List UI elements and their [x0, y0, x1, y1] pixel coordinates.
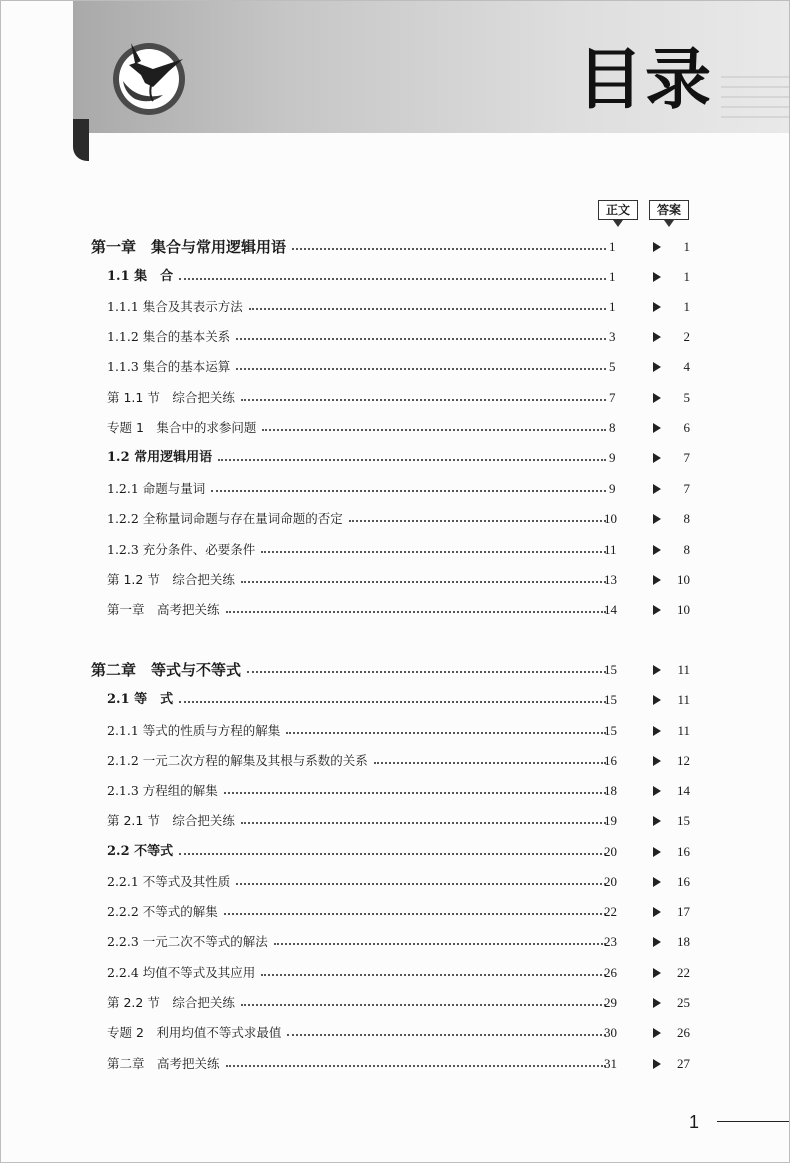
dot-leader — [241, 581, 606, 583]
text-page-number: 15 — [604, 723, 617, 738]
answer-page-number: 11 — [677, 692, 690, 707]
toc-entry-label: 2.1.1 等式的性质与方程的解集 — [107, 723, 281, 738]
answer-page-number: 7 — [683, 481, 690, 496]
text-page-number: 16 — [604, 753, 617, 768]
toc-entry-title — [107, 962, 609, 984]
arrow-right-icon — [653, 816, 661, 826]
arrow-right-icon — [653, 695, 661, 705]
text-page-number: 9 — [609, 450, 616, 465]
arrow-right-icon — [653, 332, 661, 342]
dot-leader — [261, 551, 606, 553]
dot-leader — [287, 1034, 606, 1036]
toc-entry-label: 第 1.2 节 综合把关练 — [107, 572, 235, 587]
dot-leader — [241, 1004, 606, 1006]
text-page-number: 10 — [604, 511, 617, 526]
text-page-number: 9 — [609, 481, 616, 496]
text-page-number: 20 — [604, 874, 617, 889]
answer-page-number: 14 — [677, 783, 690, 798]
answer-page-number: 8 — [683, 511, 690, 526]
arrow-right-icon — [653, 847, 661, 857]
dot-leader — [211, 490, 606, 492]
text-page-number: 8 — [609, 420, 616, 435]
dot-leader — [262, 429, 606, 431]
answer-page-number: 17 — [677, 904, 690, 919]
dot-leader — [226, 611, 606, 613]
answer-page-number: 10 — [677, 602, 690, 617]
text-page-number: 18 — [604, 783, 617, 798]
page-number-rule — [717, 1121, 789, 1122]
toc-entry-title — [107, 810, 609, 832]
answer-page-number: 18 — [677, 934, 690, 949]
toc-entry-title — [107, 447, 609, 469]
answer-page-number: 22 — [677, 965, 690, 980]
toc-entry-title — [107, 841, 609, 863]
dot-leader — [224, 792, 606, 794]
toc-entry-title — [107, 478, 609, 500]
toc-entry-title — [107, 1022, 609, 1044]
arrow-right-icon — [653, 665, 661, 675]
arrow-right-icon — [653, 453, 661, 463]
toc-entry-label: 1.1.3 集合的基本运算 — [107, 359, 231, 374]
toc-entry[interactable] — [1, 659, 790, 681]
column-tag-text: 正文 — [598, 200, 638, 220]
answer-page-number: 11 — [677, 723, 690, 738]
arrow-right-icon — [653, 484, 661, 494]
toc-entry-label: 第二章 等式与不等式 — [91, 661, 242, 679]
arrow-right-icon — [653, 514, 661, 524]
toc-entry[interactable] — [1, 992, 790, 1014]
arrow-right-icon — [653, 1028, 661, 1038]
dot-leader — [286, 732, 606, 734]
text-page-number: 13 — [604, 572, 617, 587]
toc-entry-title — [107, 266, 609, 288]
arrow-right-icon — [653, 968, 661, 978]
toc-entry[interactable] — [1, 508, 790, 530]
dot-leader — [179, 278, 606, 280]
toc-entry-label: 专题 1 集合中的求参问题 — [107, 420, 257, 435]
text-page-number: 5 — [609, 359, 616, 374]
toc-entry[interactable] — [1, 1022, 790, 1044]
toc-entry-label: 1.2.2 全称量词命题与存在量词命题的否定 — [107, 511, 343, 526]
toc-entry[interactable] — [1, 478, 790, 500]
toc-entry-label: 1.2 常用逻辑用语 — [107, 450, 213, 465]
toc-entry-label: 2.2.4 均值不等式及其应用 — [107, 965, 256, 980]
dot-leader — [179, 853, 606, 855]
text-page-number: 31 — [604, 1056, 617, 1071]
toc-entry[interactable] — [1, 750, 790, 772]
arrow-right-icon — [653, 362, 661, 372]
toc-entry-title — [107, 296, 609, 318]
arrow-right-icon — [653, 302, 661, 312]
arrow-right-icon — [653, 726, 661, 736]
arrow-right-icon — [653, 605, 661, 615]
arrow-right-icon — [653, 937, 661, 947]
toc-entry[interactable] — [1, 266, 790, 288]
text-page-number: 15 — [604, 692, 617, 707]
arrow-right-icon — [653, 272, 661, 282]
toc-entry-label: 2.1 等 式 — [107, 692, 174, 707]
toc-entry-title — [91, 236, 609, 258]
toc-entry[interactable] — [1, 599, 790, 621]
toc-entry-title — [91, 659, 609, 681]
answer-page-number: 12 — [677, 753, 690, 768]
toc-entry-label: 2.1.3 方程组的解集 — [107, 783, 218, 798]
text-page-number: 20 — [604, 844, 617, 859]
text-page-number: 15 — [604, 662, 617, 677]
text-page-number: 29 — [604, 995, 617, 1010]
answer-page-number: 5 — [683, 390, 690, 405]
toc-entry-label: 2.2.2 不等式的解集 — [107, 904, 218, 919]
toc-entry[interactable] — [1, 447, 790, 469]
page-number: 1 — [689, 1112, 700, 1132]
answer-page-number: 4 — [683, 359, 690, 374]
text-page-number: 26 — [604, 965, 617, 980]
column-tag-answer: 答案 — [649, 200, 689, 220]
answer-page-number: 1 — [683, 299, 690, 314]
text-page-number: 1 — [609, 239, 616, 254]
answer-page-number: 6 — [683, 420, 690, 435]
dot-leader — [226, 1065, 606, 1067]
text-page-number: 22 — [604, 904, 617, 919]
dot-leader — [236, 883, 606, 885]
toc-entry-label: 专题 2 利用均值不等式求最值 — [107, 1025, 282, 1040]
arrow-right-icon — [653, 877, 661, 887]
dot-leader — [236, 368, 606, 370]
toc-entry[interactable] — [1, 326, 790, 348]
dot-leader — [241, 822, 606, 824]
toc-entry-label: 第 1.1 节 综合把关练 — [107, 390, 235, 405]
toc-entry[interactable] — [1, 901, 790, 923]
toc-entry-label: 2.2 不等式 — [107, 844, 174, 859]
dot-leader — [241, 399, 606, 401]
dot-leader — [247, 671, 606, 673]
toc-entry-title — [107, 992, 609, 1014]
toc-entry-title — [107, 689, 609, 711]
page-edge-lines — [721, 71, 789, 131]
toc-entry-title — [107, 901, 609, 923]
text-page-number: 11 — [604, 542, 617, 557]
toc-entry-title — [107, 750, 609, 772]
dot-leader — [224, 913, 606, 915]
arrow-right-icon — [653, 393, 661, 403]
text-page-number: 7 — [609, 390, 616, 405]
toc-entry-title — [107, 539, 609, 561]
answer-page-number: 10 — [677, 572, 690, 587]
toc-entry-label: 1.2.1 命题与量词 — [107, 481, 206, 496]
toc-entry-title — [107, 356, 609, 378]
dot-leader — [349, 520, 606, 522]
answer-page-number: 1 — [683, 239, 690, 254]
toc-entry[interactable] — [1, 780, 790, 802]
answer-page-number: 16 — [677, 874, 690, 889]
toc-entry-label: 第二章 高考把关练 — [107, 1056, 220, 1071]
answer-page-number: 25 — [677, 995, 690, 1010]
arrow-right-icon — [653, 907, 661, 917]
toc-entry[interactable] — [1, 417, 790, 439]
arrow-right-icon — [653, 545, 661, 555]
answer-page-number: 1 — [683, 269, 690, 284]
toc-entry[interactable] — [1, 871, 790, 893]
toc-entry-label: 第一章 集合与常用逻辑用语 — [91, 238, 287, 256]
toc-entry-label: 第 2.2 节 综合把关练 — [107, 995, 235, 1010]
dot-leader — [179, 701, 606, 703]
page-title: 目录 — [577, 41, 713, 118]
dot-leader — [274, 943, 606, 945]
toc-entry[interactable] — [1, 539, 790, 561]
toc-entry-label: 第一章 高考把关练 — [107, 602, 220, 617]
toc-entry[interactable] — [1, 689, 790, 711]
toc-entry-label: 2.2.3 一元二次不等式的解法 — [107, 934, 268, 949]
answer-page-number: 15 — [677, 813, 690, 828]
toc-entry-label: 2.2.1 不等式及其性质 — [107, 874, 231, 889]
text-page-number: 1 — [609, 269, 616, 284]
text-page-number: 14 — [604, 602, 617, 617]
toc-entry[interactable] — [1, 841, 790, 863]
toc-entry-title — [107, 326, 609, 348]
arrow-right-icon — [653, 1059, 661, 1069]
toc-entry[interactable] — [1, 569, 790, 591]
eagle-logo — [107, 35, 191, 119]
toc-entry-label: 1.2.3 充分条件、必要条件 — [107, 542, 256, 557]
text-page-number: 19 — [604, 813, 617, 828]
dot-leader — [236, 338, 606, 340]
arrow-right-icon — [653, 786, 661, 796]
dot-leader — [374, 762, 606, 764]
toc-entry-label: 1.1.2 集合的基本关系 — [107, 329, 231, 344]
text-page-number: 3 — [609, 329, 616, 344]
toc-entry-title — [107, 417, 609, 439]
answer-page-number: 27 — [677, 1056, 690, 1071]
answer-page-number: 8 — [683, 542, 690, 557]
toc-entry-label: 1.1.1 集合及其表示方法 — [107, 299, 243, 314]
text-page-number: 1 — [609, 299, 616, 314]
toc-entry[interactable] — [1, 931, 790, 953]
answer-page-number: 7 — [683, 450, 690, 465]
answer-page-number: 26 — [677, 1025, 690, 1040]
toc-entry-label: 2.1.2 一元二次方程的解集及其根与系数的关系 — [107, 753, 368, 768]
text-page-number: 30 — [604, 1025, 617, 1040]
arrow-right-icon — [653, 575, 661, 585]
answer-page-number: 16 — [677, 844, 690, 859]
toc-entry[interactable] — [1, 356, 790, 378]
dot-leader — [292, 248, 606, 250]
arrow-right-icon — [653, 998, 661, 1008]
toc-entry[interactable] — [1, 387, 790, 409]
header-tab — [73, 119, 89, 161]
toc-entry-title — [107, 569, 609, 591]
toc-entry[interactable] — [1, 720, 790, 742]
arrow-right-icon — [653, 756, 661, 766]
toc-entry-label: 第 2.1 节 综合把关练 — [107, 813, 235, 828]
toc-entry-title — [107, 387, 609, 409]
toc-entry-title — [107, 720, 609, 742]
toc-entry-title — [107, 508, 609, 530]
toc-entry[interactable] — [1, 1053, 790, 1075]
toc-entry-label: 1.1 集 合 — [107, 269, 174, 284]
dot-leader — [261, 974, 606, 976]
toc-entry[interactable] — [1, 810, 790, 832]
arrow-right-icon — [653, 423, 661, 433]
dot-leader — [249, 308, 606, 310]
toc-entry[interactable] — [1, 962, 790, 984]
toc-entry-title — [107, 1053, 609, 1075]
toc-entry-title — [107, 931, 609, 953]
dot-leader — [218, 459, 606, 461]
toc-entry-title — [107, 780, 609, 802]
text-page-number: 23 — [604, 934, 617, 949]
arrow-right-icon — [653, 242, 661, 252]
toc-entry-title — [107, 599, 609, 621]
toc-entry[interactable] — [1, 296, 790, 318]
toc-entry-title — [107, 871, 609, 893]
toc-entry[interactable] — [1, 236, 790, 258]
answer-page-number: 11 — [677, 662, 690, 677]
answer-page-number: 2 — [683, 329, 690, 344]
